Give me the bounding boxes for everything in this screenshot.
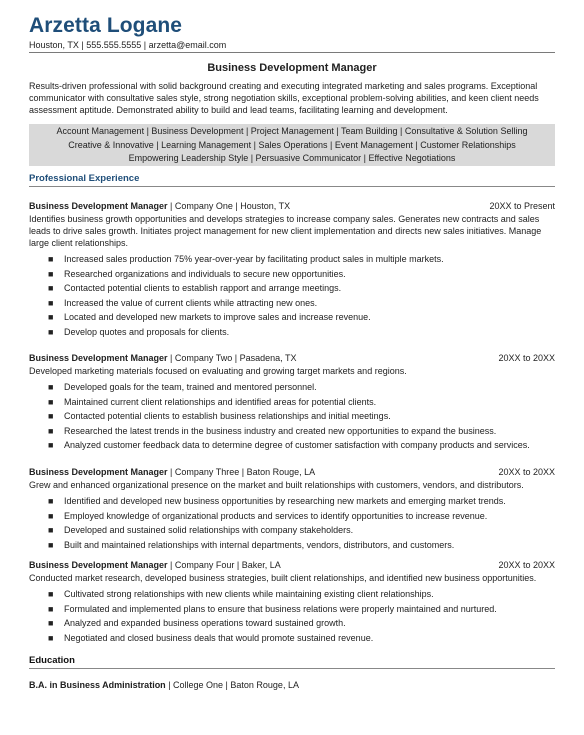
school-info: | College One | Baton Rouge, LA [165,680,299,690]
job-entry [29,352,555,453]
bullet-icon: ■ [48,268,54,279]
list-item: ■ Formulated and implemented plans to ensure that business relations were properly maintained and nurtured. [29,602,555,617]
job-company: | Company One | Houston, TX [167,201,291,211]
list-item: ■ Analyzed and expanded business operations toward sustained growth. [29,616,555,631]
job-header [29,200,555,213]
job-title: Business Development Manager [29,467,168,477]
job-entry [29,559,555,645]
bullet-icon: ■ [48,496,54,506]
education-entry [29,680,299,690]
list-item: ■ Contacted potential clients to establish business relationships and initial meetings. [29,409,555,424]
job-dates: 20XX to 20XX [498,353,555,363]
job-description: Conducted market research, developed business strategies, built client relationships, and identified new business opportunities. [29,573,537,583]
resume-headline: Business Development Manager [207,62,377,74]
job-dates: 20XX to 20XX [498,560,555,570]
job-bullets [29,587,555,645]
list-item: ■ Maintained current client relationships and identified areas for potential clients. [29,395,555,410]
job-header [29,466,555,479]
job-company: | Company Three | Baton Rouge, LA [167,467,316,477]
job-company: | Company Four | Baker, LA [167,560,281,570]
professional-summary: Results-driven professional with solid background creating and executing integrated marketing and sales programs. Exceptional communicator with consultative sales style, strong negotiation skills, exceptional problem-solving abilities, and keen client needs assessment aptitude. Demonstrated ability to build and lead teams, facilitating learning and development. [29,81,539,115]
bullet-icon: ■ [48,632,54,643]
education-divider [29,668,555,669]
job-description: Developed marketing materials focused on evaluating and growing target markets and regions. [29,366,407,376]
job-entry [29,200,555,340]
contact-info: Houston, TX | 555.555.5555 | arzetta@email.com [29,40,227,50]
candidate-name: Arzetta Logane [29,14,183,37]
job-dates: 20XX to 20XX [498,467,555,477]
bullet-icon: ■ [48,326,54,337]
list-item: ■ Developed goals for the team, trained and mentored personnel. [29,380,555,395]
job-title: Business Development Manager [29,201,168,211]
bullet-icon: ■ [48,603,54,614]
list-item: ■ Develop quotes and proposals for clients. [29,325,555,340]
bullet-icon: ■ [48,510,54,521]
job-header [29,559,555,572]
bullet-icon: ■ [48,396,54,407]
list-item: ■ Increased the value of current clients while attracting new ones. [29,296,555,311]
header-divider [29,52,555,53]
bullet-icon: ■ [48,440,54,451]
skills-line: Empowering Leadership Style | Persuasive Communicator | Effective Negotiations [128,153,456,163]
job-dates: 20XX to Present [489,201,555,211]
section-title-education: Education [29,655,75,666]
bullet-icon: ■ [48,589,54,599]
section-title-experience: Professional Experience [29,173,140,184]
bullet-icon: ■ [48,283,54,294]
list-item: ■ Located and developed new markets to improve sales and increase revenue. [29,310,555,325]
job-title: Business Development Manager [29,353,168,363]
degree: B.A. in Business Administration [29,680,166,690]
bullet-icon: ■ [48,312,54,323]
list-item: ■ Increased sales production 75% year-over-year by facilitating product sales in multiple markets. [29,252,555,267]
list-item: ■ Researched the latest trends in the business industry and created new opportunities to expand the business. [29,424,555,439]
bullet-icon: ■ [48,254,54,264]
skills-line: Creative & Innovative | Learning Management | Sales Operations | Event Management | Customer Relationships [68,139,516,150]
job-bullets [29,252,555,340]
list-item: ■ Researched organizations and individuals to secure new opportunities. [29,267,555,282]
experience-divider [29,186,555,187]
list-item: ■ Cultivated strong relationships with new clients while maintaining existing client relationships. [29,587,555,602]
list-item: ■ Identified and developed new business opportunities by researching new markets and emerging market trends. [29,494,555,509]
bullet-icon: ■ [48,382,54,392]
list-item: ■ Built and maintained relationships with internal departments, vendors, distributors, and customers. [29,538,555,553]
list-item: ■ Analyzed customer feedback data to determine degree of customer satisfaction with company products and services. [29,438,555,453]
list-item: ■ Negotiated and closed business deals that would promote sustained revenue. [29,631,555,646]
job-company: | Company Two | Pasadena, TX [167,353,297,363]
list-item: ■ Employed knowledge of organizational products and services to identify opportunities to increase revenue. [29,509,555,524]
job-description: Identifies business growth opportunities and develops strategies to increase company sales. Generates new contracts and sales leads to drive sales growth. Initiates project management for new client implementation and directs new sales initiatives. Manage large client relationships. [29,214,542,248]
skills-line: Account Management | Business Development | Project Management | Team Building | Consultative & Solution Selling [56,126,528,136]
job-entry [29,466,555,552]
job-bullets [29,494,555,552]
job-description: Grew and enhanced organizational presence on the market and built relationships with customers, vendors, and distributors. [29,480,524,490]
job-bullets [29,380,555,453]
bullet-icon: ■ [48,411,54,422]
bullet-icon: ■ [48,539,54,550]
list-item: ■ Contacted potential clients to establish rapport and arrange meetings. [29,281,555,296]
list-item: ■ Developed and sustained solid relationships with company stakeholders. [29,523,555,538]
bullet-icon: ■ [48,425,54,436]
bullet-icon: ■ [48,525,54,536]
skills-box [29,124,555,166]
job-header [29,352,555,365]
job-title: Business Development Manager [29,560,168,570]
bullet-icon: ■ [48,297,54,308]
bullet-icon: ■ [48,618,54,629]
